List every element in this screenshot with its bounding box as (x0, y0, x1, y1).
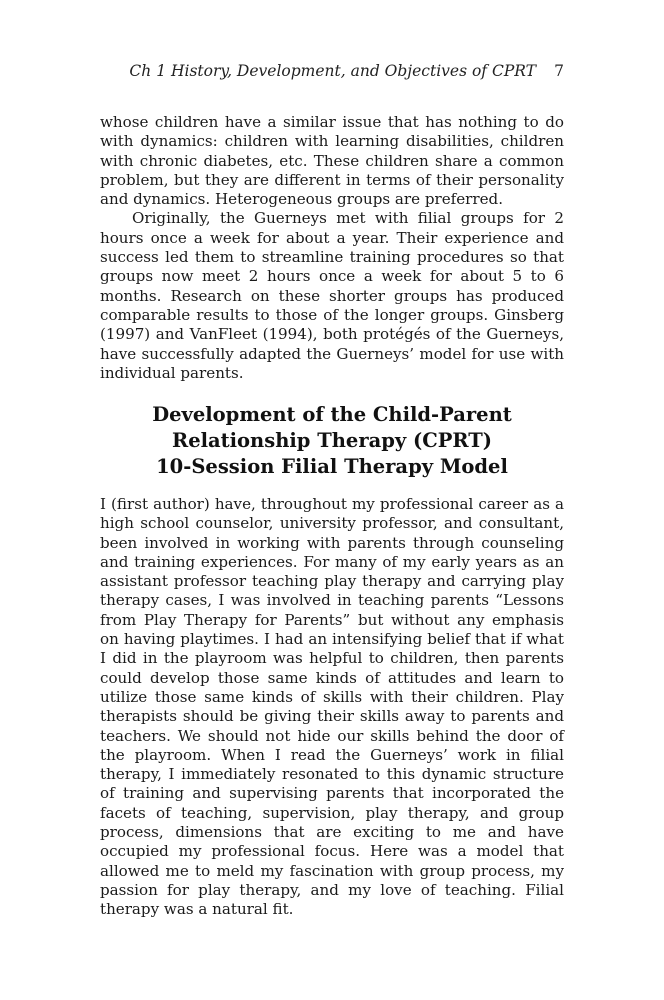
section-heading (100, 402, 564, 480)
running-head (100, 62, 564, 84)
section-heading-line-1: Development of the Child-Parent (152, 403, 512, 426)
section-heading-line-2: Relationship Therapy (CPRT) (171, 429, 492, 452)
paragraph-guerneys: Originally, the Guerneys met with filial groups for 2 hours once a week for about a year. Their experience and success led them to streamline training procedures so that groups now meet 2 hours once a week for about 5 to 6 months. Research on these shorter groups has produced comparable results to those of the longer groups. Ginsberg (1997) and VanFleet (1994), both protégés of the Guerneys, have successfully adapted the Guerneys’ model for use with individual parents. (100, 209, 564, 382)
body-text-bottom (100, 495, 564, 920)
paragraph-continued: whose children have a similar issue that has nothing to do with dynamics: children with learning disabilities, children with chronic diabetes, etc. These children share a common problem, but they are different in terms of their personality and dynamics. Heterogeneous groups are preferred. (100, 113, 564, 209)
running-head-title: Ch 1 History, Development, and Objectives of CPRT (129, 62, 536, 80)
paragraph-first-author: I (first author) have, throughout my professional career as a high school counselor, university professor, and consultant, been involved in working with parents through counseling and training experiences. For many of my early years as an assistant professor teaching play therapy and carrying play therapy cases, I was involved in teaching parents “Lessons from Play Therapy for Parents” but without any emphasis on having playtimes. I had an intensifying belief that if what I did in the playroom was helpful to children, then parents could develop those same kinds of attitudes and learn to utilize those same kinds of skills with their children. Play therapists should be giving their skills away to parents and teachers. We should not hide our skills behind the door of the playroom. When I read the Guerneys’ work in filial therapy, I immediately resonated to this dynamic structure of training and supervising parents that incorporated the facets of teaching, supervision, play therapy, and group process, dimensions that are exciting to me and have occupied my professional focus. Here was a model that allowed me to meld my fascination with group process, my passion for play therapy, and my love of teaching. Filial therapy was a natural fit. (100, 495, 564, 919)
body-text-top (100, 113, 564, 383)
section-heading-line-3: 10-Session Filial Therapy Model (156, 455, 508, 478)
page-number: 7 (554, 62, 564, 80)
